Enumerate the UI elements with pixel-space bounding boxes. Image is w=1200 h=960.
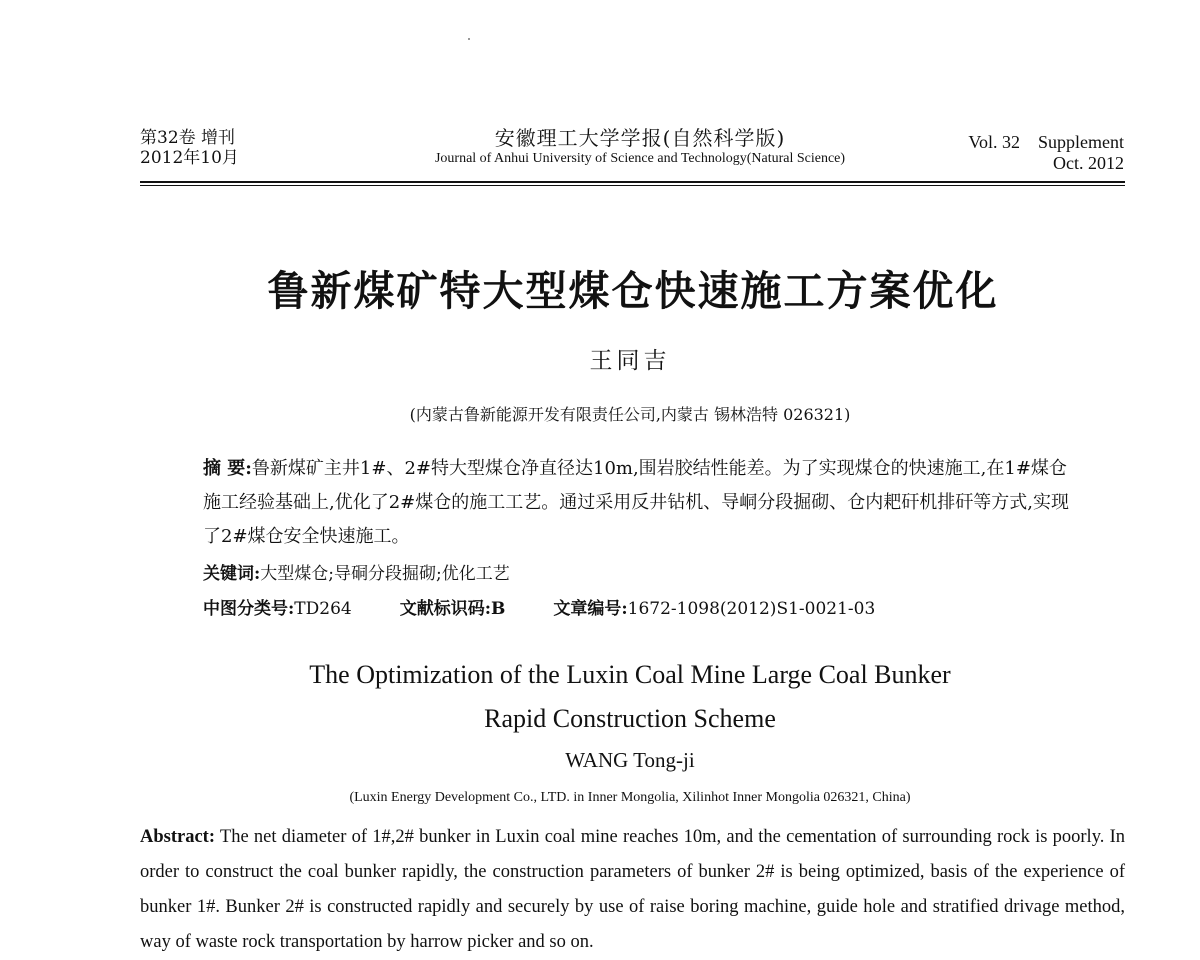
volume-cn: 第32卷 增刊: [140, 128, 236, 148]
doc-code-value: B: [490, 599, 506, 619]
article-title-en-line1: The Optimization of the Luxin Coal Mine Large Coal Bunker: [309, 660, 951, 689]
keywords-label-cn: 关键词:: [203, 564, 261, 584]
article-title-en-line2: Rapid Construction Scheme: [484, 704, 776, 733]
author-en: WANG Tong-ji: [565, 748, 695, 772]
abstract-label-en: Abstract:: [140, 827, 216, 847]
header-rule: [140, 181, 1125, 183]
affiliation-en: (Luxin Energy Development Co., LTD. in Inner Mongolia, Xilinhot Inner Mongolia 026321, China): [349, 790, 911, 805]
journal-title-cn: 安徽理工大学学报(自然科学版): [494, 126, 786, 150]
header-rule-thin: [140, 185, 1125, 186]
clc-value: TD264: [294, 599, 352, 619]
date-cn: 2012年10月: [140, 148, 239, 168]
abstract-label-cn: 摘 要:: [203, 458, 252, 479]
abstract-text-cn: 鲁新煤矿主井1#、2#特大型煤仓净直径达10m,围岩胶结性能差。为了实现煤仓的快速施工,在1#煤仓施工经验基础上,优化了2#煤仓的施工工艺。通过采用反井钻机、导峒分段掘砌、仓内耙矸机排矸等方式,实现了2#煤仓安全快速施工。: [203, 458, 1069, 547]
supplement-en: Supplement: [1038, 132, 1124, 152]
journal-title-en: Journal of Anhui University of Science and Technology(Natural Science): [434, 151, 846, 166]
volume-en: Vol. 32: [968, 132, 1020, 152]
abstract-cn: [203, 452, 1073, 554]
header-right: [968, 132, 1124, 174]
keywords-cn: [203, 563, 510, 585]
speck: [468, 38, 470, 40]
article-no-value: 1672-1098(2012)S1-0021-03: [627, 599, 876, 619]
affiliation-cn: (内蒙古鲁新能源开发有限责任公司,内蒙古 锡林浩特 026321): [409, 405, 851, 424]
article-no-label: 文章编号:: [553, 599, 628, 619]
date-en: Oct. 2012: [1053, 153, 1124, 173]
abstract-en: [140, 820, 1125, 960]
author-cn: 王同吉: [589, 348, 671, 374]
header-center: [360, 126, 920, 168]
classification-line: [203, 598, 875, 620]
header-left: [140, 128, 239, 168]
article-title-cn: 鲁新煤矿特大型煤仓快速施工方案优化: [267, 267, 999, 315]
clc-label: 中图分类号:: [203, 599, 295, 619]
keywords-value-cn: 大型煤仓;导硐分段掘砌;优化工艺: [260, 564, 510, 584]
doc-code-label: 文献标识码:: [399, 599, 491, 619]
abstract-text-en: The net diameter of 1#,2# bunker in Luxin coal mine reaches 10m, and the cementation of surrounding rock is poorly. In order to construct the coal bunker rapidly, the construction parameters of bunker 2# is being optimized, basis of the experience of bunker 1#. Bunker 2# is constructed rapidly and securely by use of raise boring machine, guide hole and stratified drivage method, way of waste rock transportation by harrow picker and so on.: [140, 827, 1125, 952]
